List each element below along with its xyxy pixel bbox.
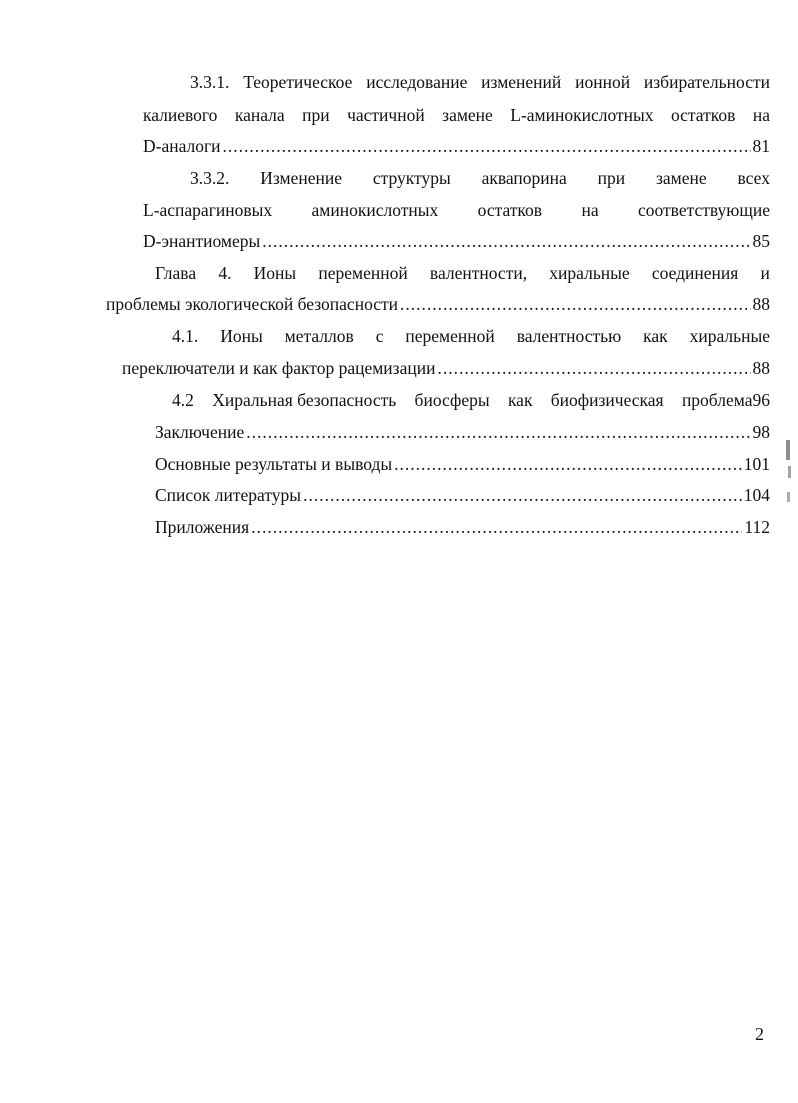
- toc-chapter-4-line-1: [155, 261, 770, 285]
- page-number: 2: [755, 1024, 764, 1044]
- toc-word: хиральные: [549, 263, 630, 283]
- toc-entry-3-3-1-line-1: [190, 70, 770, 94]
- dot-leader: [246, 420, 750, 444]
- toc-page-number: 88: [752, 358, 770, 378]
- toc-word: и: [760, 263, 770, 283]
- toc-word: 4.1.: [172, 326, 199, 346]
- toc-page-number: 112: [744, 517, 770, 537]
- dot-leader: [303, 483, 742, 507]
- toc-word: структуры: [372, 168, 451, 188]
- toc-word: с: [375, 326, 384, 346]
- toc-entry-4-1-line-1: [172, 324, 770, 348]
- toc-word: избирательности: [643, 72, 770, 92]
- scan-artifact: [788, 466, 791, 478]
- toc-word: валентностью: [516, 326, 622, 346]
- toc-entry-title: переключатели и как фактор рацемизации: [122, 358, 436, 378]
- toc-word: при: [302, 105, 330, 125]
- toc-entry-conclusion: [155, 420, 770, 444]
- toc-word: остатков: [477, 200, 543, 220]
- toc-entry-results: [155, 452, 770, 476]
- toc-word: Глава: [155, 263, 197, 283]
- toc-word: проблема96: [681, 390, 770, 410]
- toc-page-number: 104: [743, 485, 770, 505]
- toc-entry-3-3-1-line-3: [143, 134, 770, 158]
- toc-entry-title: Список литературы: [155, 485, 302, 505]
- toc-entry-references: [155, 483, 770, 507]
- toc-entry-appendices: [155, 515, 770, 539]
- toc-word: 4.2: [172, 390, 194, 410]
- toc-word: частичной: [347, 105, 425, 125]
- toc-word: Хиральная безопасность: [212, 390, 397, 410]
- toc-word: как: [643, 326, 668, 346]
- toc-page-number: 81: [752, 136, 770, 156]
- scan-artifact: [786, 440, 790, 460]
- toc-word: соответствующие: [637, 200, 770, 220]
- toc-word: L-аминокислотных: [510, 105, 654, 125]
- toc-entry-3-3-1-line-2: [143, 103, 770, 127]
- toc-word: 3.3.1.: [190, 72, 230, 92]
- toc-page-number: 101: [743, 454, 770, 474]
- toc-word: биофизическая: [550, 390, 664, 410]
- toc-entry-3-3-2-line-2: [143, 198, 770, 222]
- dot-leader: [223, 134, 751, 158]
- toc-word: при: [597, 168, 626, 188]
- toc-word: замене: [442, 105, 493, 125]
- toc-word: Ионы: [220, 326, 263, 346]
- toc-entry-3-3-2-line-1: [190, 166, 770, 190]
- toc-entry-title: D-энантиомеры: [143, 231, 261, 251]
- toc-word: исследование: [366, 72, 468, 92]
- toc-entry-4-1-line-2: [122, 356, 770, 380]
- toc-word: всех: [737, 168, 770, 188]
- toc-entry-title: проблемы экологической безопасности: [106, 294, 399, 314]
- toc-entry-title: Приложения: [155, 517, 250, 537]
- toc-word: переменной: [405, 326, 495, 346]
- toc-entry-4-2: [172, 388, 770, 412]
- toc-word: на: [581, 200, 599, 220]
- dot-leader: [262, 229, 750, 253]
- toc-page-number: 98: [752, 422, 770, 442]
- toc-word: хиральные: [689, 326, 770, 346]
- toc-word: соединения: [651, 263, 739, 283]
- toc-word: изменений: [481, 72, 562, 92]
- dot-leader: [394, 452, 742, 476]
- toc-entry-title: D-аналоги: [143, 136, 221, 156]
- toc-word: как: [507, 390, 533, 410]
- toc-word: замене: [656, 168, 707, 188]
- toc-word: на: [752, 105, 770, 125]
- dot-leader: [437, 356, 750, 380]
- scan-artifact: [787, 492, 790, 502]
- toc-word: валентности,: [429, 263, 528, 283]
- toc-chapter-4-line-2: [106, 292, 770, 316]
- toc-page-number: 88: [752, 294, 770, 314]
- toc-word: L-аспарагиновых: [143, 200, 273, 220]
- toc-word: металлов: [284, 326, 354, 346]
- dot-leader: [251, 515, 742, 539]
- toc-word: аминокислотных: [311, 200, 439, 220]
- toc-word: биосферы: [414, 390, 490, 410]
- toc-word: ионной: [575, 72, 631, 92]
- toc-word: 4.: [218, 263, 232, 283]
- toc-page-number: 85: [752, 231, 770, 251]
- toc-word: калиевого: [143, 105, 218, 125]
- dot-leader: [400, 292, 750, 316]
- toc-word: переменной: [318, 263, 408, 283]
- toc-word: остатков: [670, 105, 736, 125]
- toc-entry-3-3-2-line-3: [143, 229, 770, 253]
- toc-word: Ионы: [253, 263, 297, 283]
- toc-word: канала: [234, 105, 285, 125]
- toc-word: аквапорина: [481, 168, 567, 188]
- toc-word: Теоретическое: [243, 72, 353, 92]
- toc-entry-title: Заключение: [155, 422, 245, 442]
- toc-word: Изменение: [260, 168, 343, 188]
- toc-entry-title: Основные результаты и выводы: [155, 454, 393, 474]
- toc-word: 3.3.2.: [190, 168, 230, 188]
